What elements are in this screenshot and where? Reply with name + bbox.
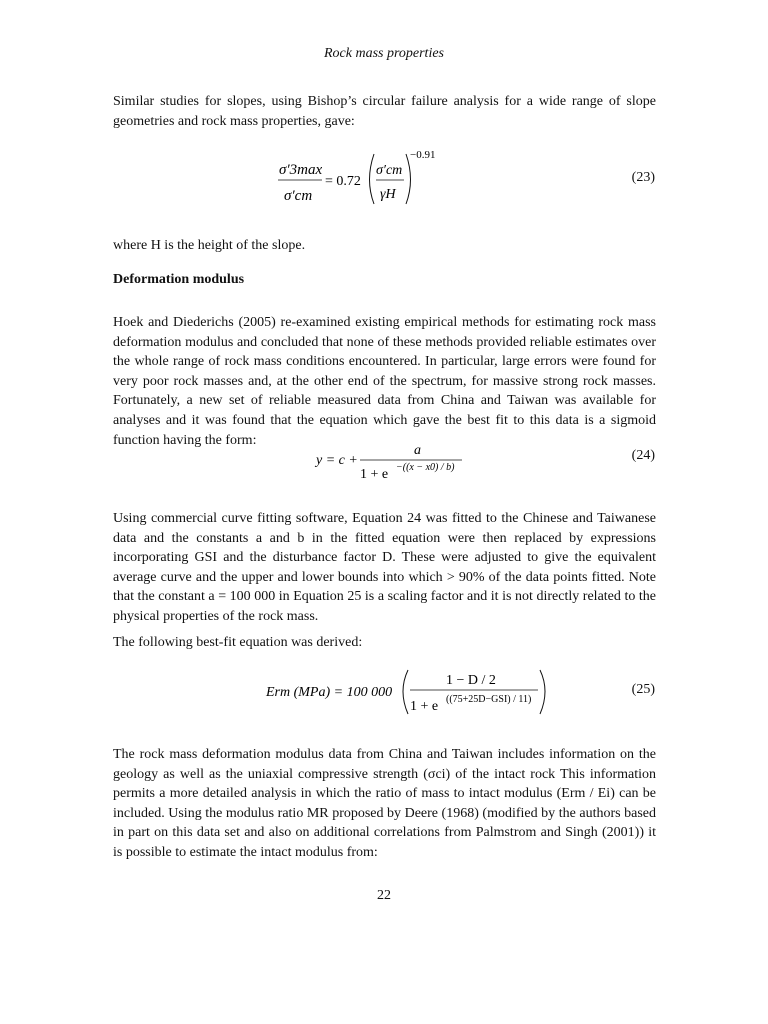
eq25-denominator: 1 + e [410,699,439,714]
paragraph-best-fit-intro: The following best-fit equation was derived: [113,635,363,650]
equation-number-24: (24) [631,448,655,463]
eq23-rhs-denominator: γH [380,187,396,202]
eq24-numerator: a [414,443,421,458]
eq23-lhs-denominator: σ′cm [284,188,313,204]
eq24-lhs: y = c + [316,453,358,468]
eq25-numerator: 1 − D / 2 [446,673,496,688]
eq25-lhs: Erm (MPa) = 100 000 [266,685,393,700]
eq23-equals: = 0.72 [325,174,361,189]
eq23-lhs-numerator: σ′3max [279,162,323,178]
paragraph-slopes: Similar studies for slopes, using Bishop’s circular failure analysis for a wide range of slope geometries and rock mass properties, gave: [113,94,656,129]
section-heading-deformation-modulus: Deformation modulus [113,272,245,287]
equation-number-25: (25) [631,682,655,697]
running-head: Rock mass properties [323,46,445,61]
eq24-denominator: 1 + e [360,467,389,482]
equation-24 [312,440,472,482]
paragraph-curve-fitting: Using commercial curve fitting software, Equation 24 was fitted to the Chinese and Taiwanese data and the constants a and b in the fitted equation were then replaced by expressions incorporating GSI and the disturbance factor D. These were adjusted to give the equivalent average curve and the upper and lower bounds into which > 90% of the data points fitted. Note that the constant a = 100 000 in Equation 25 is a scaling factor and it is not directly related to the physical properties of the rock mass. [113,511,656,624]
paragraph-china-taiwan-data: The rock mass deformation modulus data from China and Taiwan includes information on the geology as well as the uniaxial compressive strength (σci) of the intact rock This information permits a more detailed analysis in which the ratio of mass to intact modulus (Erm / Ei) can be included. Using the modulus ratio MR proposed by Deere (1968) (modified by the authors based in part on this data set and also on additional correlations from Palmstrom and Singh (2001)) it is possible to estimate the intact modulus from: [113,747,656,860]
paragraph-hoek-diederichs: Hoek and Diederichs (2005) re-examined existing empirical methods for estimating rock mass deformation modulus and concluded that none of these methods provided reliable estimates over the whole range of rock mass conditions encountered. In particular, large errors were found for very poor rock masses and, at the other end of the spectrum, for massive strong rock masses. Fortunately, a new set of reliable measured data from China and Taiwan was available for analyses and it was found that the equation which gave the best fit to this data is a sigmoid function having the form: [113,315,656,448]
paragraph-where-h: where H is the height of the slope. [113,238,306,253]
page-number: 22 [377,888,391,903]
equation-number-23: (23) [631,170,655,185]
eq23-rhs-numerator: σ′cm [376,163,403,178]
eq25-exponent: ((75+25D−GSI) / 11) [446,694,532,705]
eq24-exponent: −((x − x0) / b) [396,462,455,473]
equation-25 [264,664,554,718]
equation-23 [270,142,450,212]
eq23-exponent: −0.91 [410,149,436,161]
